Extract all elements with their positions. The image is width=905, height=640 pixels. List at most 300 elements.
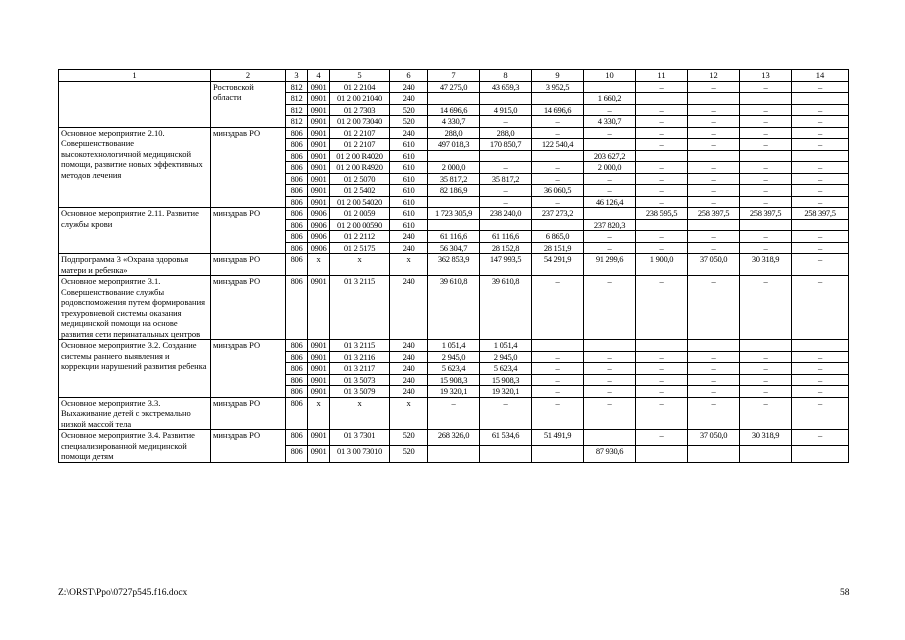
- table-cell: 240: [390, 374, 428, 386]
- column-header: 7: [428, 70, 480, 82]
- table-cell: 806: [286, 139, 308, 151]
- table-cell: –: [584, 397, 636, 430]
- table-cell: 288,0: [428, 127, 480, 139]
- table-cell: 237 273,2: [532, 208, 584, 220]
- table-cell: [636, 150, 688, 162]
- table-cell: –: [636, 173, 688, 185]
- table-cell: –: [636, 430, 688, 446]
- table-cell: 258 397,5: [688, 208, 740, 220]
- table-cell: [636, 93, 688, 105]
- table-cell: 0906: [308, 231, 330, 243]
- table-cell: 01 2 00 54020: [330, 196, 390, 208]
- table-cell: 0901: [308, 446, 330, 462]
- table-cell: 2 945,0: [480, 351, 532, 363]
- table-cell: 14 696,6: [532, 104, 584, 116]
- table-cell: –: [792, 374, 849, 386]
- column-header: 5: [330, 70, 390, 82]
- table-cell: [740, 340, 792, 352]
- table-cell: 0901: [308, 81, 330, 93]
- table-cell: [428, 219, 480, 231]
- table-cell: –: [480, 162, 532, 174]
- table-cell: –: [532, 374, 584, 386]
- table-cell: 806: [286, 363, 308, 375]
- table-cell: 0901: [308, 351, 330, 363]
- table-cell: –: [636, 363, 688, 375]
- table-cell: 812: [286, 104, 308, 116]
- footer-file-path: Z:\ORST\Ppo\0727p545.f16.docx: [58, 588, 188, 598]
- table-cell: 497 018,3: [428, 139, 480, 151]
- table-cell: –: [792, 386, 849, 398]
- table-cell: 240: [390, 242, 428, 254]
- table-cell: 1 660,2: [584, 93, 636, 105]
- column-header: 6: [390, 70, 428, 82]
- table-cell: х: [330, 254, 390, 276]
- activity-description: Основное мероприятие 3.3. Выхаживание детей с экстремально низкой массой тела: [59, 397, 211, 430]
- responsible-executor: минздрав РО: [211, 340, 286, 398]
- table-cell: 15 908,3: [428, 374, 480, 386]
- table-cell: –: [584, 363, 636, 375]
- table-cell: –: [688, 374, 740, 386]
- page-number: 58: [840, 588, 850, 598]
- table-cell: 240: [390, 127, 428, 139]
- table-cell: –: [740, 116, 792, 128]
- table-cell: –: [480, 116, 532, 128]
- table-cell: 806: [286, 162, 308, 174]
- table-cell: [532, 446, 584, 462]
- table-cell: –: [792, 430, 849, 446]
- responsible-executor: минздрав РО: [211, 208, 286, 254]
- table-cell: –: [792, 81, 849, 93]
- table-row: [59, 81, 849, 93]
- table-cell: –: [792, 231, 849, 243]
- table-cell: 806: [286, 386, 308, 398]
- table-cell: 610: [390, 219, 428, 231]
- activity-description: [59, 81, 211, 127]
- table-cell: –: [688, 351, 740, 363]
- table-cell: –: [792, 173, 849, 185]
- table-cell: 240: [390, 386, 428, 398]
- table-cell: 6 865,0: [532, 231, 584, 243]
- table-cell: [480, 93, 532, 105]
- table-cell: [428, 150, 480, 162]
- table-cell: [688, 340, 740, 352]
- table-cell: –: [532, 351, 584, 363]
- table-cell: 01 3 7301: [330, 430, 390, 446]
- table-cell: 806: [286, 196, 308, 208]
- table-cell: 0901: [308, 139, 330, 151]
- table-cell: х: [308, 254, 330, 276]
- table-row: [59, 208, 849, 220]
- table-cell: –: [636, 116, 688, 128]
- table-cell: 520: [390, 104, 428, 116]
- table-cell: 610: [390, 139, 428, 151]
- table-cell: –: [792, 351, 849, 363]
- table-cell: –: [688, 397, 740, 430]
- table-cell: –: [792, 276, 849, 340]
- table-cell: 0906: [308, 219, 330, 231]
- table-cell: [428, 93, 480, 105]
- table-cell: 2 945,0: [428, 351, 480, 363]
- table-cell: 610: [390, 150, 428, 162]
- table-cell: –: [636, 196, 688, 208]
- table-cell: 806: [286, 185, 308, 197]
- table-cell: 268 326,0: [428, 430, 480, 446]
- table-cell: 258 397,5: [740, 208, 792, 220]
- table-cell: 2 000,0: [428, 162, 480, 174]
- table-cell: 240: [390, 231, 428, 243]
- activity-description: Основное мероприятие 2.11. Развитие службы крови: [59, 208, 211, 254]
- responsible-executor: минздрав РО: [211, 127, 286, 208]
- table-cell: [532, 93, 584, 105]
- table-cell: 806: [286, 242, 308, 254]
- table-cell: [532, 219, 584, 231]
- table-cell: –: [792, 104, 849, 116]
- table-cell: 610: [390, 185, 428, 197]
- table-cell: 14 696,6: [428, 104, 480, 116]
- table-cell: –: [688, 231, 740, 243]
- table-cell: 0901: [308, 430, 330, 446]
- table-cell: 01 2 00 R4920: [330, 162, 390, 174]
- table-cell: 240: [390, 363, 428, 375]
- table-cell: 01 2 2107: [330, 139, 390, 151]
- table-cell: –: [480, 397, 532, 430]
- table-cell: 54 291,9: [532, 254, 584, 276]
- table-cell: –: [532, 276, 584, 340]
- table-cell: 806: [286, 173, 308, 185]
- table-cell: 806: [286, 150, 308, 162]
- table-cell: –: [480, 185, 532, 197]
- table-cell: [584, 208, 636, 220]
- table-cell: –: [532, 173, 584, 185]
- table-cell: –: [532, 162, 584, 174]
- table-cell: 237 820,3: [584, 219, 636, 231]
- table-cell: –: [636, 374, 688, 386]
- table-cell: 0901: [308, 150, 330, 162]
- table-cell: 806: [286, 127, 308, 139]
- table-cell: 0901: [308, 93, 330, 105]
- table-cell: 812: [286, 81, 308, 93]
- responsible-executor: минздрав РО: [211, 254, 286, 276]
- table-cell: –: [636, 162, 688, 174]
- table-cell: –: [792, 162, 849, 174]
- table-cell: 240: [390, 81, 428, 93]
- table-cell: –: [688, 139, 740, 151]
- table-cell: 812: [286, 116, 308, 128]
- table-cell: –: [584, 185, 636, 197]
- table-cell: х: [308, 397, 330, 430]
- table-cell: 37 050,0: [688, 254, 740, 276]
- table-cell: –: [584, 386, 636, 398]
- table-cell: 0901: [308, 127, 330, 139]
- table-cell: –: [740, 196, 792, 208]
- column-header: 1: [59, 70, 211, 82]
- table-row: [59, 276, 849, 340]
- header-row: [59, 70, 849, 82]
- table-cell: [740, 150, 792, 162]
- activity-description: Основное мероприятие 3.1. Совершенствование службы родовспоможения путем формирования трехуровневой системы оказания медицинской помощи на основе развития сети перинатальных центров: [59, 276, 211, 340]
- table-cell: 0901: [308, 185, 330, 197]
- table-cell: –: [792, 139, 849, 151]
- table-cell: [480, 219, 532, 231]
- table-cell: –: [792, 242, 849, 254]
- responsible-executor: минздрав РО: [211, 397, 286, 430]
- table-cell: –: [636, 231, 688, 243]
- table-cell: –: [688, 173, 740, 185]
- table-cell: 0901: [308, 104, 330, 116]
- table-cell: 520: [390, 430, 428, 446]
- table-cell: [740, 446, 792, 462]
- table-cell: –: [740, 276, 792, 340]
- table-cell: –: [584, 374, 636, 386]
- table-cell: –: [636, 276, 688, 340]
- responsible-executor: Ростовской области: [211, 81, 286, 127]
- table-cell: 122 540,4: [532, 139, 584, 151]
- table-cell: 19 320,1: [480, 386, 532, 398]
- table-cell: 01 2 00 00590: [330, 219, 390, 231]
- column-header: 12: [688, 70, 740, 82]
- table-cell: 147 993,5: [480, 254, 532, 276]
- table-cell: 39 610,8: [428, 276, 480, 340]
- table-cell: 01 2 7303: [330, 104, 390, 116]
- table-cell: –: [688, 363, 740, 375]
- table-cell: 61 534,6: [480, 430, 532, 446]
- table-cell: 288,0: [480, 127, 532, 139]
- table-cell: –: [792, 363, 849, 375]
- table-cell: 4 330,7: [428, 116, 480, 128]
- table-cell: 1 051,4: [428, 340, 480, 352]
- table-cell: 610: [390, 162, 428, 174]
- column-header: 4: [308, 70, 330, 82]
- table-cell: 01 2 5175: [330, 242, 390, 254]
- table-cell: [688, 93, 740, 105]
- table-cell: 812: [286, 93, 308, 105]
- table-cell: 87 930,6: [584, 446, 636, 462]
- table-cell: –: [532, 386, 584, 398]
- table-cell: –: [636, 139, 688, 151]
- table-cell: –: [636, 386, 688, 398]
- table-cell: [740, 93, 792, 105]
- table-cell: 0901: [308, 340, 330, 352]
- table-cell: 806: [286, 430, 308, 446]
- table-cell: –: [740, 242, 792, 254]
- table-cell: 01 2 2112: [330, 231, 390, 243]
- table-cell: 240: [390, 340, 428, 352]
- table-cell: [688, 219, 740, 231]
- table-cell: [532, 340, 584, 352]
- table-cell: 01 2 2107: [330, 127, 390, 139]
- table-cell: –: [480, 196, 532, 208]
- table-cell: –: [688, 127, 740, 139]
- table-row: [59, 254, 849, 276]
- table-cell: [792, 446, 849, 462]
- table-cell: –: [740, 185, 792, 197]
- table-cell: –: [584, 242, 636, 254]
- table-cell: 806: [286, 374, 308, 386]
- table-cell: 01 3 2115: [330, 340, 390, 352]
- table-cell: 806: [286, 397, 308, 430]
- table-cell: –: [792, 196, 849, 208]
- table-cell: –: [636, 104, 688, 116]
- activity-description: Подпрограмма 3 «Охрана здоровья матери и ребенка»: [59, 254, 211, 276]
- table-cell: –: [584, 104, 636, 116]
- column-header: 3: [286, 70, 308, 82]
- table-cell: 806: [286, 276, 308, 340]
- table-cell: –: [792, 127, 849, 139]
- table-cell: 01 2 00 21040: [330, 93, 390, 105]
- table-cell: 15 908,3: [480, 374, 532, 386]
- table-cell: 01 3 5073: [330, 374, 390, 386]
- column-header: 10: [584, 70, 636, 82]
- table-cell: 806: [286, 231, 308, 243]
- table-cell: [584, 81, 636, 93]
- table-cell: 36 060,5: [532, 185, 584, 197]
- table-cell: –: [584, 351, 636, 363]
- table-cell: 3 952,5: [532, 81, 584, 93]
- table-cell: –: [636, 127, 688, 139]
- table-cell: 01 2 00 73040: [330, 116, 390, 128]
- table-cell: [584, 340, 636, 352]
- table-cell: 0901: [308, 386, 330, 398]
- table-cell: –: [688, 104, 740, 116]
- table-cell: 0906: [308, 242, 330, 254]
- table-cell: х: [390, 254, 428, 276]
- table-cell: –: [740, 81, 792, 93]
- table-cell: –: [740, 363, 792, 375]
- table-cell: [740, 219, 792, 231]
- table-cell: [428, 446, 480, 462]
- table-cell: 0901: [308, 374, 330, 386]
- table-cell: 01 2 0059: [330, 208, 390, 220]
- table-cell: 39 610,8: [480, 276, 532, 340]
- table-cell: [480, 150, 532, 162]
- table-cell: –: [688, 185, 740, 197]
- table-row: [59, 430, 849, 446]
- table-cell: 82 186,9: [428, 185, 480, 197]
- table-cell: [480, 446, 532, 462]
- table-cell: –: [792, 116, 849, 128]
- activity-description: Основное мероприятие 3.4. Развитие специализированной медицинской помощи детям: [59, 430, 211, 463]
- table-cell: 5 623,4: [428, 363, 480, 375]
- table-cell: [636, 340, 688, 352]
- table-cell: 520: [390, 116, 428, 128]
- table-cell: 0901: [308, 276, 330, 340]
- table-cell: 35 817,2: [428, 173, 480, 185]
- table-cell: 240: [390, 276, 428, 340]
- table-cell: 30 318,9: [740, 430, 792, 446]
- budget-table: [58, 69, 849, 463]
- column-header: 14: [792, 70, 849, 82]
- table-cell: 240: [390, 351, 428, 363]
- table-cell: 43 659,3: [480, 81, 532, 93]
- table-row: [59, 397, 849, 430]
- table-cell: 240: [390, 93, 428, 105]
- table-cell: –: [584, 276, 636, 340]
- table-cell: 01 3 2117: [330, 363, 390, 375]
- table-cell: 91 299,6: [584, 254, 636, 276]
- table-cell: –: [584, 173, 636, 185]
- table-cell: [636, 446, 688, 462]
- table-cell: 4 915,0: [480, 104, 532, 116]
- table-cell: 2 000,0: [584, 162, 636, 174]
- table-cell: 806: [286, 446, 308, 462]
- table-cell: 362 853,9: [428, 254, 480, 276]
- table-cell: –: [636, 351, 688, 363]
- table-cell: –: [688, 386, 740, 398]
- column-header: 2: [211, 70, 286, 82]
- table-cell: 0901: [308, 363, 330, 375]
- table-cell: –: [636, 185, 688, 197]
- table-cell: –: [792, 185, 849, 197]
- table-cell: [532, 150, 584, 162]
- table-cell: 61 116,6: [428, 231, 480, 243]
- table-cell: 37 050,0: [688, 430, 740, 446]
- table-cell: [688, 446, 740, 462]
- table-cell: 806: [286, 208, 308, 220]
- table-cell: 170 850,7: [480, 139, 532, 151]
- table-cell: 28 152,8: [480, 242, 532, 254]
- table-cell: 0901: [308, 196, 330, 208]
- table-cell: [636, 219, 688, 231]
- table-cell: –: [532, 363, 584, 375]
- table-cell: 56 304,7: [428, 242, 480, 254]
- table-cell: –: [740, 104, 792, 116]
- table-cell: 01 2 2104: [330, 81, 390, 93]
- table-cell: 806: [286, 351, 308, 363]
- table-cell: –: [740, 162, 792, 174]
- table-cell: 30 318,9: [740, 254, 792, 276]
- table-cell: –: [688, 196, 740, 208]
- table-cell: –: [532, 196, 584, 208]
- responsible-executor: минздрав РО: [211, 430, 286, 463]
- table-cell: 806: [286, 254, 308, 276]
- table-cell: 610: [390, 196, 428, 208]
- table-cell: 47 275,0: [428, 81, 480, 93]
- table-row: [59, 127, 849, 139]
- table-cell: 01 2 5402: [330, 185, 390, 197]
- table-cell: 610: [390, 173, 428, 185]
- table-cell: 520: [390, 446, 428, 462]
- table-cell: 238 240,0: [480, 208, 532, 220]
- table-cell: [584, 139, 636, 151]
- table-cell: [792, 340, 849, 352]
- table-cell: 35 817,2: [480, 173, 532, 185]
- table-cell: 01 3 2115: [330, 276, 390, 340]
- table-cell: 0901: [308, 162, 330, 174]
- table-cell: 01 3 2116: [330, 351, 390, 363]
- table-cell: –: [636, 397, 688, 430]
- table-cell: х: [330, 397, 390, 430]
- table-cell: 51 491,9: [532, 430, 584, 446]
- table-cell: –: [740, 139, 792, 151]
- table-cell: х: [390, 397, 428, 430]
- table-cell: –: [532, 116, 584, 128]
- table-cell: 203 627,2: [584, 150, 636, 162]
- table-cell: [428, 196, 480, 208]
- table-cell: –: [584, 127, 636, 139]
- table-cell: –: [740, 397, 792, 430]
- table-cell: –: [636, 242, 688, 254]
- table-cell: 1 900,0: [636, 254, 688, 276]
- table-cell: –: [688, 116, 740, 128]
- table-cell: [688, 150, 740, 162]
- table-cell: [584, 430, 636, 446]
- table-cell: 46 126,4: [584, 196, 636, 208]
- table-cell: –: [740, 173, 792, 185]
- table-cell: 0901: [308, 116, 330, 128]
- table-cell: 01 2 5070: [330, 173, 390, 185]
- column-header: 11: [636, 70, 688, 82]
- table-cell: 01 3 00 73010: [330, 446, 390, 462]
